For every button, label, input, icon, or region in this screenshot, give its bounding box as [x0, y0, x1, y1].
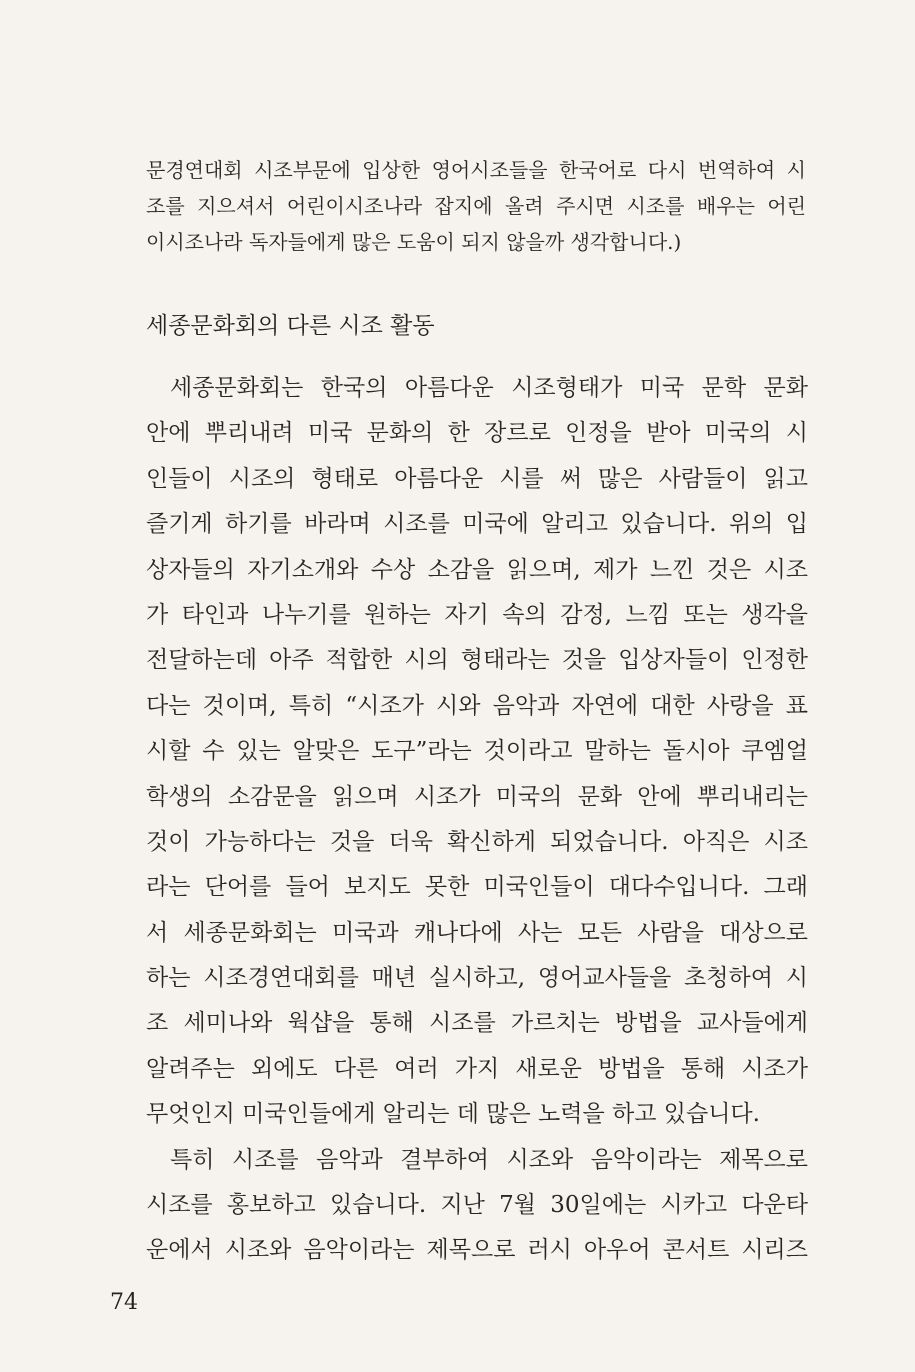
intro-line: 이시조나라 독자들에게 많은 도움이 되지 않을까 생각합니다.)	[146, 230, 682, 254]
body-line: 상자들의 자기소개와 수상 소감을 읽으며, 제가 느낀 것은 시조	[146, 556, 808, 583]
body-text	[146, 366, 808, 1274]
body-line: 특히 시조를 음악과 결부하여 시조와 음악이라는 제목으로	[170, 1146, 808, 1173]
body-line: 조 세미나와 웍샵을 통해 시조를 가르치는 방법을 교사들에게	[146, 1010, 808, 1037]
section-heading: 세종문화회의 다른 시조 활동	[146, 313, 435, 339]
intro-paragraph	[146, 152, 806, 260]
body-line: 안에 뿌리내려 미국 문화의 한 장르로 인정을 받아 미국의 시	[146, 420, 808, 447]
intro-line: 조를 지으셔서 어린이시조나라 잡지에 올려 주시면 시조를 배우는 어린	[146, 194, 806, 218]
body-line: 라는 단어를 들어 보지도 못한 미국인들이 대다수입니다. 그래	[146, 874, 808, 901]
body-line: 서 세종문화회는 미국과 캐나다에 사는 모든 사람을 대상으로	[146, 919, 808, 946]
body-line: 세종문화회는 한국의 아름다운 시조형태가 미국 문학 문화	[170, 375, 808, 401]
body-line: 시조를 홍보하고 있습니다. 지난 7월 30일에는 시카고 다운타	[146, 1192, 808, 1219]
body-line: 즐기게 하기를 바라며 시조를 미국에 알리고 있습니다. 위의 입	[146, 511, 808, 538]
page-number: 74	[110, 1290, 138, 1315]
body-line: 무엇인지 미국인들에게 알리는 데 많은 노력을 하고 있습니다.	[146, 1101, 760, 1128]
body-line: 것이 가능하다는 것을 더욱 확신하게 되었습니다. 아직은 시조	[146, 828, 808, 855]
body-line: 전달하는데 아주 적합한 시의 형태라는 것을 입상자들이 인정한	[146, 647, 808, 674]
body-line: 운에서 시조와 음악이라는 제목으로 러시 아우어 콘서트 시리즈	[146, 1237, 808, 1264]
body-line: 다는 것이며, 특히 “시조가 시와 음악과 자연에 대한 사랑을 표	[146, 692, 808, 719]
intro-line: 문경연대회 시조부문에 입상한 영어시조들을 한국어로 다시 번역하여 시	[146, 158, 806, 182]
body-line: 가 타인과 나누기를 원하는 자기 속의 감정, 느낌 또는 생각을	[146, 601, 808, 628]
body-line: 알려주는 외에도 다른 여러 가지 새로운 방법을 통해 시조가	[146, 1055, 808, 1082]
body-line: 인들이 시조의 형태로 아름다운 시를 써 많은 사람들이 읽고	[146, 465, 808, 492]
body-line: 시할 수 있는 알맞은 도구”라는 것이라고 말하는 돌시아 쿠엠얼	[146, 738, 808, 765]
body-line: 하는 시조경연대회를 매년 실시하고, 영어교사들을 초청하여 시	[146, 965, 808, 992]
body-line: 학생의 소감문을 읽으며 시조가 미국의 문화 안에 뿌리내리는	[146, 783, 808, 810]
